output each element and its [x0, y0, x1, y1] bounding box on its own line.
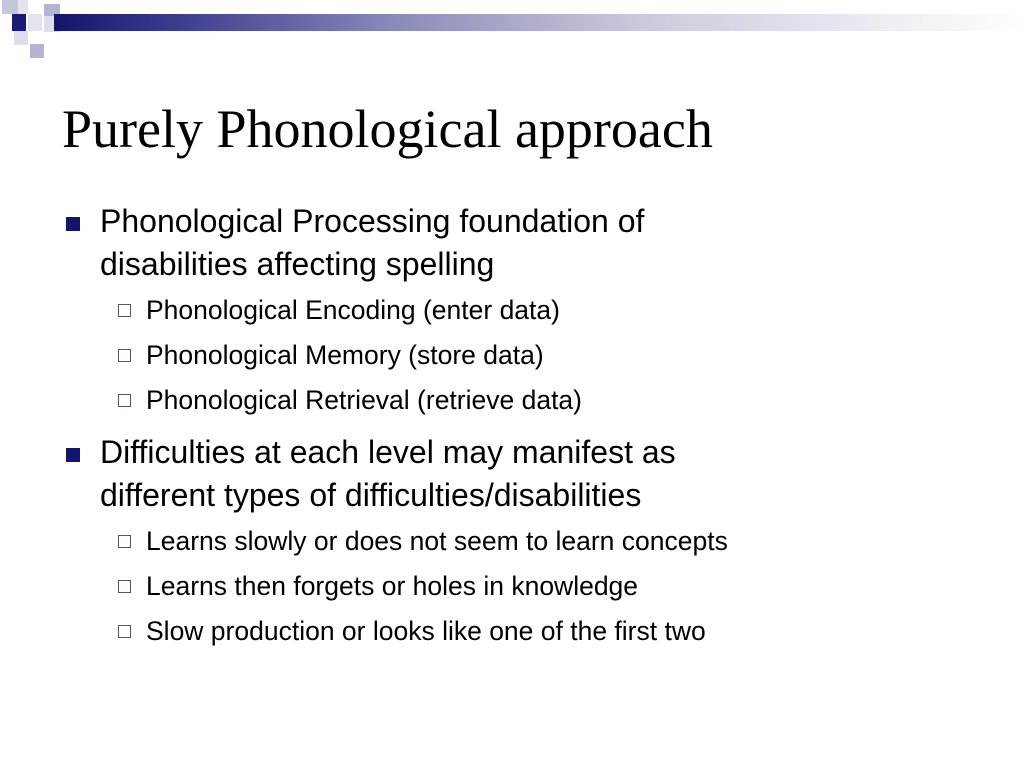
- hollow-square-bullet-icon: [118, 304, 131, 317]
- decorative-square: [30, 44, 44, 58]
- sub-bullet-item: [62, 564, 992, 609]
- sub-bullet-text: Phonological Encoding (enter data): [146, 295, 560, 325]
- sub-bullet-item: [62, 609, 992, 654]
- sub-bullet-text: Phonological Retrieval (retrieve data): [146, 385, 582, 415]
- decorative-square: [2, 0, 18, 14]
- decorative-square: [14, 31, 28, 45]
- sub-bullet-item: [62, 378, 992, 423]
- bullet-item: [62, 200, 992, 286]
- bullet-text-line: disabilities affecting spelling: [100, 246, 495, 282]
- sub-bullet-text: Learns slowly or does not seem to learn concepts: [146, 526, 728, 556]
- sub-bullet-text: Learns then forgets or holes in knowledge: [146, 571, 639, 601]
- hollow-square-bullet-icon: [118, 625, 131, 638]
- hollow-square-bullet-icon: [118, 535, 131, 548]
- bullet-text-line: Phonological Processing foundation of: [100, 203, 645, 239]
- sub-bullet-text: Slow production or looks like one of the first two: [146, 616, 706, 646]
- decorative-square: [18, 0, 28, 14]
- hollow-square-bullet-icon: [118, 394, 131, 407]
- header-gradient-band: [54, 14, 1024, 31]
- sub-bullet-text: Phonological Memory (store data): [146, 340, 544, 370]
- sub-bullet-list: [62, 288, 992, 423]
- decorative-square: [12, 14, 26, 31]
- square-bullet-icon: [66, 448, 80, 462]
- bullet-text-line: different types of difficulties/disabilities: [100, 477, 642, 513]
- hollow-square-bullet-icon: [118, 580, 131, 593]
- bullet-item: [62, 431, 992, 517]
- slide-body: [62, 200, 992, 662]
- sub-bullet-item: [62, 333, 992, 378]
- square-bullet-icon: [66, 217, 80, 231]
- decorative-square: [28, 14, 42, 31]
- slide-title: Purely Phonological approach: [62, 99, 713, 159]
- hollow-square-bullet-icon: [118, 349, 131, 362]
- sub-bullet-list: [62, 519, 992, 654]
- sub-bullet-item: [62, 288, 992, 333]
- sub-bullet-item: [62, 519, 992, 564]
- bullet-text-line: Difficulties at each level may manifest as: [100, 434, 676, 470]
